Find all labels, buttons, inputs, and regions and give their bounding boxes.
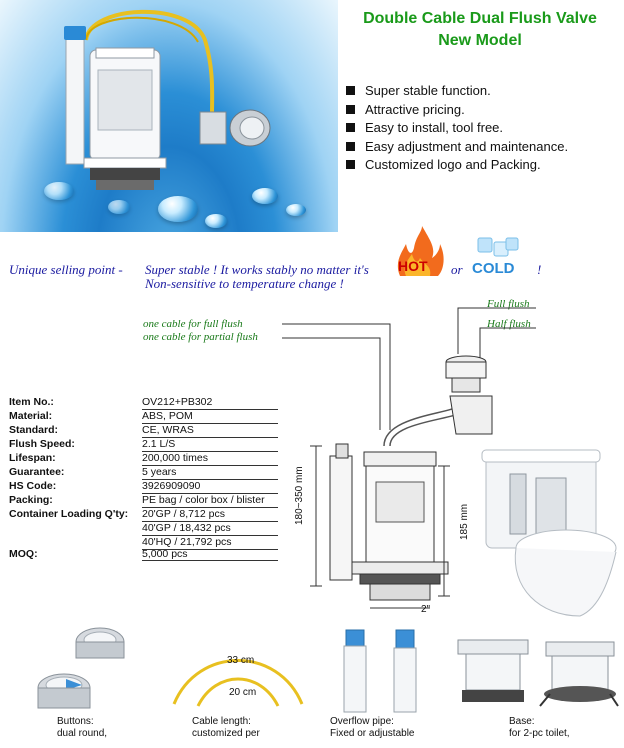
cable-33cm-label: 33 cm	[227, 655, 255, 666]
toilet-image	[470, 448, 620, 620]
spec-label-flush-speed: Flush Speed:	[9, 438, 75, 450]
spec-value-40hq: 40'HQ / 21,792 pcs	[142, 536, 232, 548]
spec-value-flush-speed: 2.1 L/S	[142, 438, 176, 450]
spec-label-hs-code: HS Code:	[9, 480, 57, 492]
feature-item: Super stable function.	[346, 82, 568, 101]
spec-value-20gp: 20'GP / 8,712 pcs	[142, 508, 225, 520]
hot-flame-icon	[392, 226, 446, 282]
overflow-caption-line-2: Fixed or adjustable	[330, 728, 415, 739]
spec-value-item-no: OV212+PB302	[142, 396, 213, 408]
cold-label: COLD	[472, 260, 515, 277]
dimension-bottom: 2"	[421, 604, 431, 615]
overflow-caption	[330, 716, 415, 740]
spec-value-moq: 5,000 pcs	[142, 548, 188, 560]
base-caption-line-1: Base:	[509, 716, 535, 727]
feature-list	[346, 82, 568, 175]
usp-text-2: Non-sensitive to temperature change !	[145, 276, 344, 291]
buttons-caption-line-1: Buttons:	[57, 716, 94, 727]
dimension-left: 180~350 mm	[294, 466, 305, 525]
cable-caption-line-1: Cable length:	[192, 716, 251, 727]
spec-divider	[142, 560, 278, 561]
spec-label-moq: MOQ:	[9, 548, 38, 560]
spec-label-guarantee: Guarantee:	[9, 466, 65, 478]
usp-or: or	[451, 262, 463, 277]
flush-valve-product-icon	[0, 0, 338, 232]
spec-label-packing: Packing:	[9, 494, 53, 506]
title-line-1: Double Cable Dual Flush Valve	[363, 10, 597, 27]
half-flush-label: Half flush	[487, 318, 531, 330]
cable-caption	[192, 716, 260, 740]
spec-value-40gp: 40'GP / 18,432 pcs	[142, 522, 231, 534]
spec-value-standard: CE, WRAS	[142, 424, 194, 436]
cable-length-image	[168, 644, 308, 710]
spec-label-standard: Standard:	[9, 424, 59, 436]
spec-label-container-loading: Container Loading Q'ty:	[9, 508, 129, 520]
title-line-2: New Model	[438, 32, 522, 49]
spec-value-material: ABS, POM	[142, 410, 193, 422]
spec-table	[9, 396, 279, 560]
product-title	[340, 8, 620, 52]
feature-item: Attractive pricing.	[346, 101, 568, 120]
cable-20cm-label: 20 cm	[229, 687, 257, 698]
spec-value-packing: PE bag / color box / blister	[142, 494, 265, 506]
spec-label-item-no: Item No.:	[9, 396, 54, 408]
base-caption-line-2: for 2-pc toilet,	[509, 728, 570, 739]
hero-product-photo	[0, 0, 338, 232]
usp-exclamation: !	[537, 262, 542, 277]
base-image	[454, 636, 620, 716]
spec-label-lifespan: Lifespan:	[9, 452, 56, 464]
spec-value-lifespan: 200,000 times	[142, 452, 208, 464]
overflow-pipe-image	[338, 626, 428, 716]
hot-label: HOT	[398, 258, 428, 274]
feature-item: Easy adjustment and maintenance.	[346, 138, 568, 157]
buttons-caption	[57, 716, 107, 740]
usp-label: Unique selling point -	[9, 262, 123, 277]
spec-value-guarantee: 5 years	[142, 466, 177, 478]
base-caption	[509, 716, 570, 740]
buttons-caption-line-2: dual round,	[57, 728, 108, 739]
cold-ice-icon	[470, 236, 528, 280]
feature-item: Customized logo and Packing.	[346, 156, 568, 175]
spec-value-hs-code: 3926909090	[142, 480, 201, 492]
cable-caption-line-2: customized per	[192, 728, 260, 739]
usp-text: Super stable ! It works stably no matter it's	[145, 262, 369, 277]
cable-partial-flush-label: one cable for partial flush	[143, 331, 258, 343]
full-flush-label: Full flush	[487, 298, 530, 310]
cable-full-flush-label: one cable for full flush	[143, 318, 243, 330]
feature-item: Easy to install, tool free.	[346, 119, 568, 138]
button-products-image	[28, 624, 138, 720]
dimension-right: 185 mm	[459, 503, 470, 540]
spec-label-material: Material:	[9, 410, 53, 422]
overflow-caption-line-1: Overflow pipe:	[330, 716, 394, 727]
